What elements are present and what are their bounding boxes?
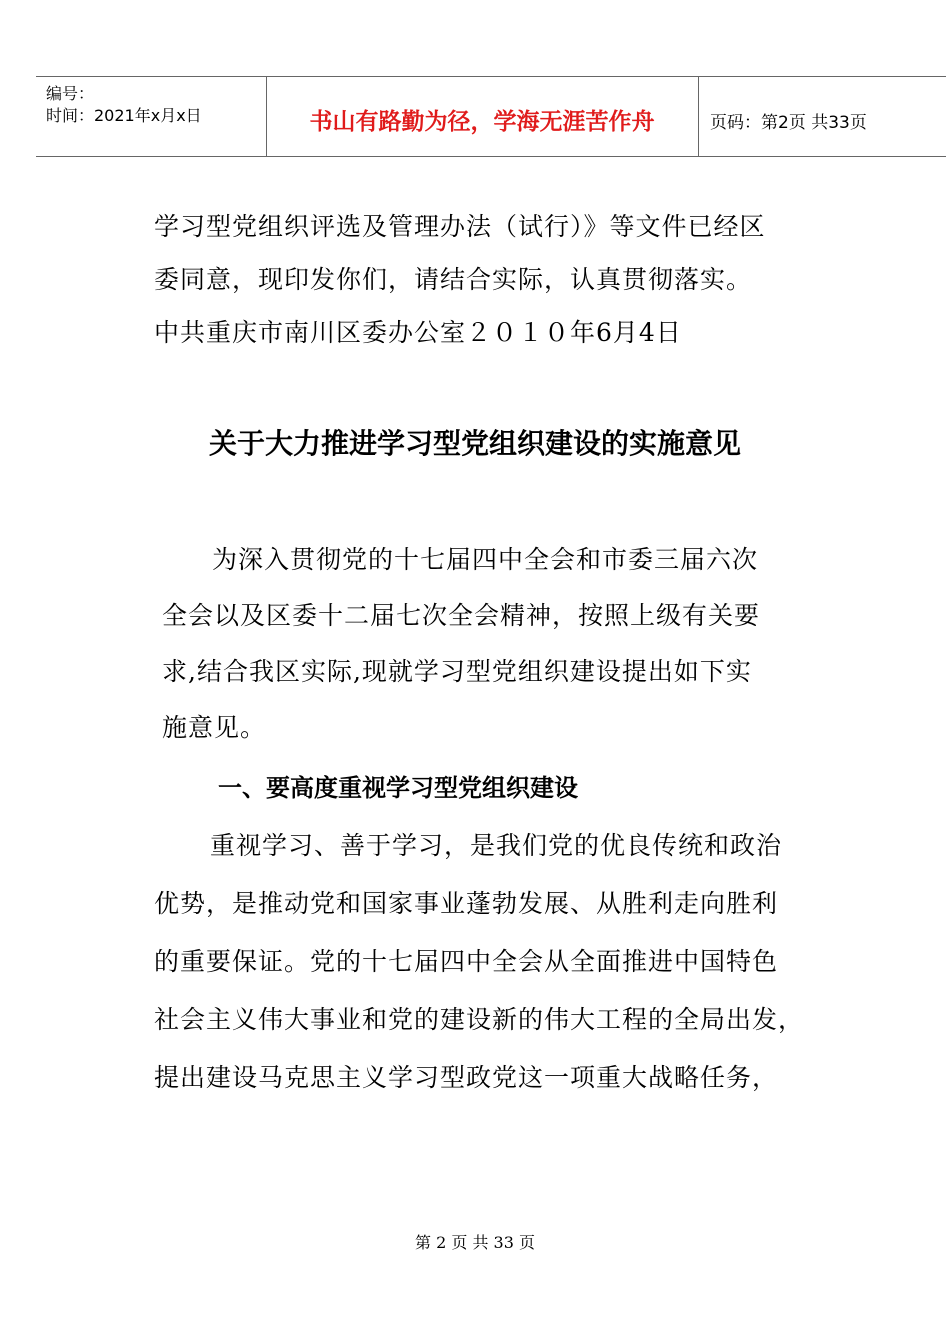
paragraph-line: 提出建设马克思主义学习型政党这一项重大战略任务，	[154, 1063, 779, 1092]
section-heading: 一、要高度重视学习型党组织建设	[218, 774, 578, 802]
header-top-rule	[36, 76, 946, 77]
paragraph-line: 社会主义伟大事业和党的建设新的伟大工程的全局出发，	[154, 1005, 805, 1034]
paragraph-line: 优势，是推动党和国家事业蓬勃发展、从胜利走向胜利	[154, 889, 779, 918]
intro-line: 委同意，现印发你们，请结合实际，认真贯彻落实。	[154, 265, 753, 294]
paragraph-line: 为深入贯彻党的十七届四中全会和市委三届六次	[212, 545, 759, 574]
header-motto: 书山有路勤为径，学海无涯苦作舟	[309, 109, 655, 135]
header-divider	[698, 76, 699, 156]
paragraph-line: 施意见。	[162, 713, 267, 742]
document-number-label: 编号：	[46, 84, 95, 103]
paragraph-line: 重视学习、善于学习，是我们党的优良传统和政治	[210, 831, 783, 860]
document-title: 关于大力推进学习型党组织建设的实施意见	[208, 427, 741, 460]
intro-line: 中共重庆市南川区委办公室２０１０年6月4日	[154, 318, 682, 347]
paragraph-line: 全会以及区委十二届七次全会精神，按照上级有关要	[162, 601, 761, 630]
intro-line: 学习型党组织评选及管理办法（试行）》等文件已经区	[154, 212, 766, 241]
header-page-code: 页码：第2页 共33页	[710, 113, 867, 133]
paragraph-line: 求,结合我区实际,现就学习型党组织建设提出如下实	[162, 657, 752, 686]
header-bottom-rule	[36, 156, 946, 157]
document-time-label: 时间：2021年x月x日	[46, 106, 202, 125]
paragraph-line: 的重要保证。党的十七届四中全会从全面推进中国特色	[154, 947, 779, 976]
page-footer: 第 2 页 共 33 页	[415, 1233, 535, 1252]
